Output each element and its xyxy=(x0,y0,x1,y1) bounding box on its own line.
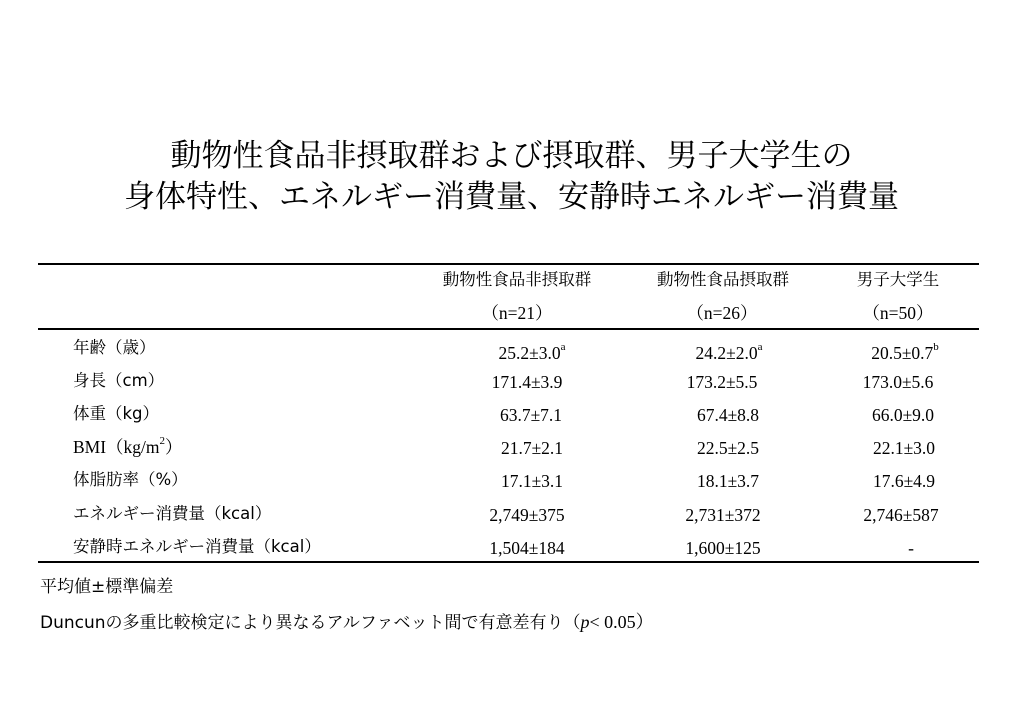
table-bottom-rule xyxy=(38,561,979,563)
cell-bmi-intake: 22.5±2.5 xyxy=(696,438,760,458)
cell-ree-male-students: - xyxy=(908,538,914,558)
cell-age-non-intake: 25.2±3.0$^a$ xyxy=(498,341,566,363)
cell-ee-non-intake: 2,749±375 xyxy=(489,505,565,525)
row-label-bmi: $BMI(kg/m^2)$ xyxy=(73,435,183,457)
col-header-male-students: 男子大学生 xyxy=(856,270,940,289)
title-line-1: 動物性食品非摂取群および摂取群、男子大学生の xyxy=(170,138,853,174)
cell-fat-male-students: 17.6±4.9 xyxy=(872,471,936,491)
row-label-height: 身長（cm） xyxy=(73,371,165,390)
cell-height-intake: 173.2±5.5 xyxy=(686,372,758,392)
cell-weight-male-students: 66.0±9.0 xyxy=(871,405,935,425)
col-n-non-intake: （n=21） xyxy=(481,303,553,323)
cell-ree-intake: 1,600±125 xyxy=(685,538,761,558)
row-label-weight: 体重（kg） xyxy=(73,404,160,423)
cell-age-male-students: 20.5±0.7$^b$ xyxy=(871,341,939,363)
cell-bmi-male-students: 22.1±3.0 xyxy=(872,438,936,458)
cell-fat-non-intake: 17.1±3.1 xyxy=(500,471,564,491)
cell-bmi-non-intake: 21.7±2.1 xyxy=(500,438,564,458)
title-line-2: 身体特性、エネルギー消費量、安静時エネルギー消費量 xyxy=(124,179,899,215)
cell-height-male-students: 173.0±5.6 xyxy=(862,372,934,392)
col-header-non-intake: 動物性食品非摂取群 xyxy=(442,270,592,289)
table-top-rule xyxy=(38,263,979,265)
cell-weight-non-intake: 63.7±7.1 xyxy=(499,405,563,425)
row-label-body-fat: 体脂肪率（%） xyxy=(73,470,188,489)
cell-weight-intake: 67.4±8.8 xyxy=(696,405,760,425)
table-header-rule xyxy=(38,328,979,330)
cell-ee-male-students: 2,746±587 xyxy=(863,505,939,525)
cell-ee-intake: 2,731±372 xyxy=(685,505,761,525)
col-n-male-students: （n=50） xyxy=(862,303,934,323)
cell-height-non-intake: 171.4±3.9 xyxy=(491,372,563,392)
note-duncan-test: Duncunの多重比較検定により異なるアルファベット間で有意差有り（p< 0.05） xyxy=(40,612,654,633)
cell-ree-non-intake: 1,504±184 xyxy=(489,538,565,558)
col-header-intake: 動物性食品摂取群 xyxy=(657,270,789,289)
row-label-energy-expenditure: エネルギー消費量（kcal） xyxy=(73,504,272,523)
slide-title xyxy=(0,136,1023,218)
col-n-intake: （n=26） xyxy=(686,303,758,323)
row-label-age: 年齢（歳） xyxy=(73,338,156,357)
note-mean-sd: 平均値±標準偏差 xyxy=(40,577,174,597)
cell-age-intake: 24.2±2.0$^a$ xyxy=(695,341,763,363)
cell-fat-intake: 18.1±3.7 xyxy=(696,471,760,491)
row-label-resting-energy: 安静時エネルギー消費量（kcal） xyxy=(73,537,321,556)
